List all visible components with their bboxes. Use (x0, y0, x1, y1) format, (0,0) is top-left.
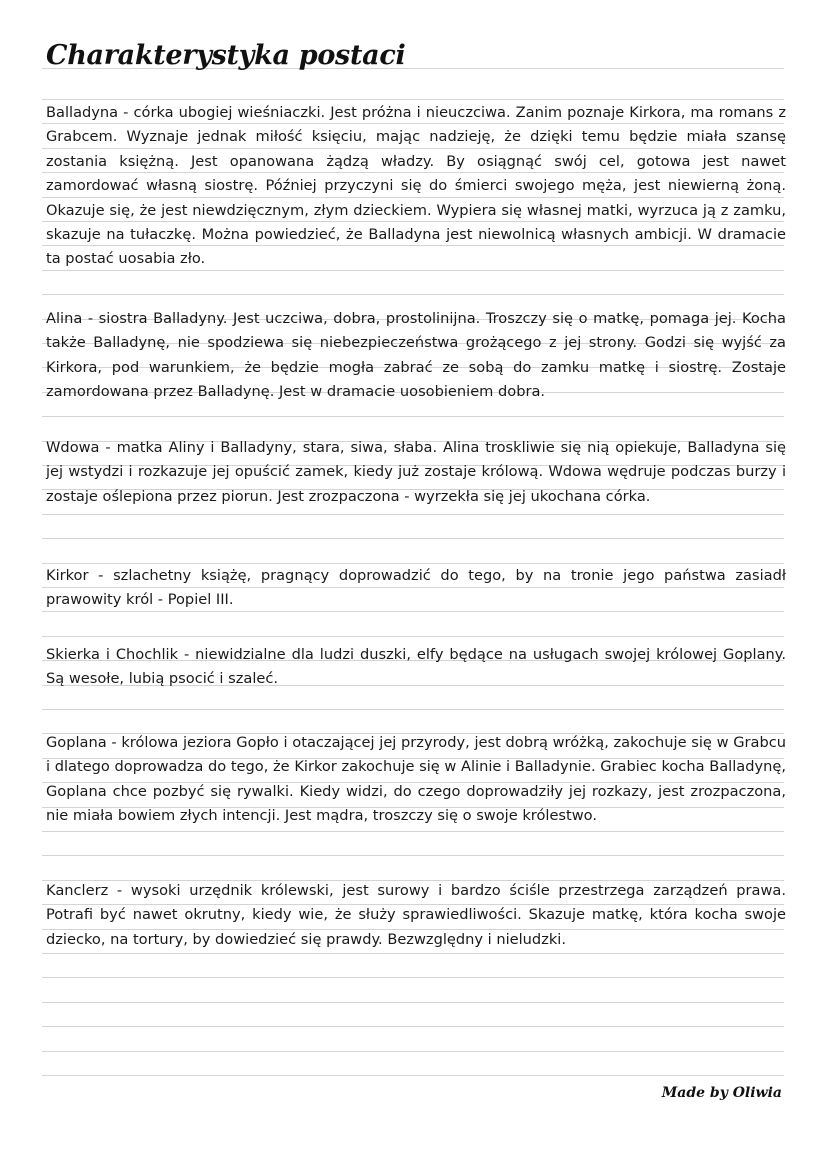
ruling-line (42, 1002, 784, 1003)
paragraph-kirkor: Kirkor - szlachetny książę, pragnący doprowadzić do tego, by na tronie jego państwa zasiadł prawowity król - Popiel III. (46, 567, 786, 609)
ruling-line (42, 855, 784, 856)
ruling-line (42, 636, 784, 637)
paragraph-goplana: Goplana - królowa jeziora Gopło i otaczającej jej przyrody, jest dobrą wróżką, zakochuje się w Grabcu i dlatego doprowadza do tego, że Kirkor zakochuje się w Alinie i Balladynie. Grabiec kocha Balladynę, Goplana chce pozbyć się rywalki. Kiedy widzi, do czego doprowadziły jej rozkazy, jest zrozpaczona, nie miała bowiem złych intencji. Jest mądra, troszczy się o swoje królestwo. (46, 734, 786, 825)
ruling-line (42, 1051, 784, 1052)
paragraph-balladyna: Balladyna - córka ubogiej wieśniaczki. Jest próżna i nieuczciwa. Zanim poznaje Kirkora, ma romans z Grabcem. Wyznaje jednak miłość księciu, mając nadzieję, że dzięki temu będzie miała szansę zostania księżną. Jest opanowana żądzą władzy. By osiągnąć swój cel, gotowa jest nawet zamordować własną siostrę. Później przyczyni się do śmierci swojego męża, jest niewierną żoną. Okazuje się, że jest niewdzięcznym, złym dzieckiem. Wypiera się własnej matki, wyrzuca ją z zamku, skazuje na tułaczkę. Można powiedzieć, że Balladyna jest niewolnicą własnych ambicji. W dramacie ta postać uosabia zło. (46, 104, 786, 268)
signature: Made by Oliwia (661, 1085, 782, 1101)
ruling-line (42, 977, 784, 978)
ruling-line (42, 538, 784, 539)
ruling-line (42, 831, 784, 832)
paragraph-kanclerz: Kanclerz - wysoki urzędnik królewski, jest surowy i bardzo ściśle przestrzega zarządzeń prawa. Potrafi być nawet okrutny, kiedy wie, że służy sprawiedliwości. Skazuje matkę, która kocha swoje dziecko, na tortury, by dowiedzieć się prawdy. Bezwzględny i nieludzki. (46, 882, 786, 948)
ruling-line (42, 416, 784, 417)
page-title: Charakterystyka postaci (46, 40, 406, 71)
paragraph-alina: Alina - siostra Balladyny. Jest uczciwa, dobra, prostolinijna. Troszczy się o matkę, pomaga jej. Kocha także Balladynę, nie spodziewa się niebezpieczeństwa grożącego z jej strony. Godzi się wyjść za Kirkora, pod warunkiem, że będzie mogła zabrać ze sobą do zamku matkę i siostrę. Zostaje zamordowana przez Balladynę. Jest w dramacie uosobieniem dobra. (46, 310, 786, 401)
ruling-line (42, 99, 784, 100)
ruling-line (42, 953, 784, 954)
paragraph-skierka-chochlik: Skierka i Chochlik - niewidzialne dla ludzi duszki, elfy będące na usługach swojej królowej Goplany. Są wesołe, lubią psocić i szaleć. (46, 646, 786, 688)
ruling-line (42, 1026, 784, 1027)
paragraph-wdowa: Wdowa - matka Aliny i Balladyny, stara, siwa, słaba. Alina troskliwie się nią opiekuje, Balladyna się jej wstydzi i rozkazuje jej opuścić zamek, kiedy już zostaje królową. Wdowa wędruje podczas burzy i zostaje oślepiona przez piorun. Jest zrozpaczona - wyrzekła się jej ukochana córka. (46, 439, 786, 505)
ruling-line (42, 1075, 784, 1076)
ruling-line (42, 709, 784, 710)
ruling-line (42, 294, 784, 295)
ruling-line (42, 514, 784, 515)
